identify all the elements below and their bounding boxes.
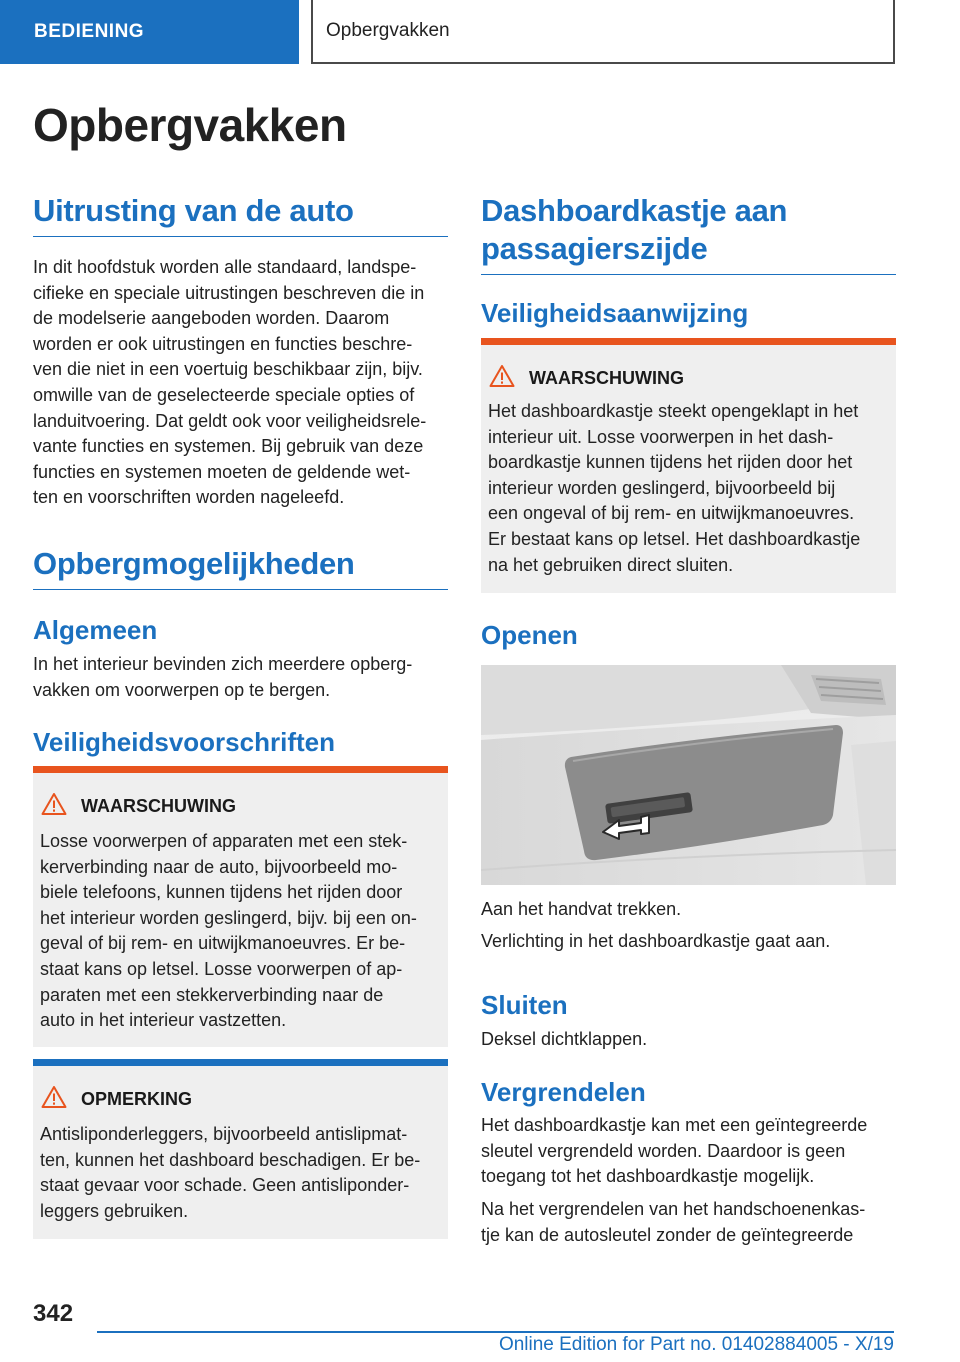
text-line: sleutel vergrendeld worden. Daardoor is geen [481, 1140, 846, 1161]
heading-line: Dashboardkastje aan [481, 193, 788, 228]
text-line: toegang tot het dashboardkastje mogelijk. [481, 1166, 815, 1187]
text-line: Losse voorwerpen of apparaten met een stek- [40, 831, 408, 851]
text-line: het interieur worden geslingerd, bijv. bij een on- [40, 907, 417, 928]
heading-glovebox [481, 192, 896, 275]
lock-text-2 [481, 1197, 896, 1248]
text-line: landuitvoering. Dat geldt ook voor veiligheidsrele- [33, 410, 427, 431]
heading-close: Sluiten [481, 990, 568, 1020]
heading-general: Algemeen [33, 615, 158, 645]
warning-triangle-icon [41, 1085, 67, 1109]
text-line: tje kan de autosleutel zonder de geïntegreerde [481, 1224, 854, 1245]
chapter-tab [311, 0, 895, 64]
text-line: cifieke en speciale uitrustingen beschreven die in [33, 282, 425, 303]
heading-open: Openen [481, 620, 578, 650]
warning-box [33, 766, 448, 1047]
close-text: Deksel dichtklappen. [481, 1029, 648, 1049]
text-line: de modelserie aangeboden worden. Daarom [33, 308, 390, 329]
text-line: functies en systemen moeten de geldende wet- [33, 461, 411, 482]
warning-box [481, 338, 896, 593]
warning-triangle-icon [489, 364, 515, 388]
text-line: na het gebruiken direct sluiten. [488, 554, 734, 575]
general-text [33, 652, 448, 703]
section-label: BEDIENING [34, 21, 145, 42]
text-line: interieur worden geslingerd, bijvoorbeeld bij [488, 477, 836, 498]
warning-triangle-icon [41, 792, 67, 816]
page-title: Opbergvakken [33, 99, 347, 151]
heading-line: passagierszijde [481, 231, 708, 266]
text-line: boardkastje kunnen tijdens het rijden door het [488, 452, 853, 473]
warning-label: WAARSCHUWING [81, 796, 236, 816]
text-line: In dit hoofdstuk worden alle standaard, landspe- [33, 257, 417, 277]
footer-divider [97, 1331, 894, 1333]
text-line: auto in het interieur vastzetten. [40, 1010, 287, 1031]
notice-text [40, 1122, 440, 1224]
text-line: geval of bij rem- en uitwijkmanoeuvres. Er be- [40, 933, 406, 954]
glovebox-photo [481, 665, 896, 885]
warning-text [40, 829, 440, 1034]
text-line: ten en voorschriften worden nageleefd. [33, 487, 345, 508]
text-line: Het dashboardkastje steekt opengeklapt in het [488, 401, 859, 421]
equipment-text [33, 255, 448, 511]
text-line: Antisliponderleggers, bijvoorbeeld antislipmat- [40, 1124, 408, 1144]
text-line: biele telefoons, kunnen tijdens het rijden door [40, 882, 403, 903]
text-line: staat kans op letsel. Losse voorwerpen of ap- [40, 958, 403, 979]
text-line: Het dashboardkastje kan met een geïntegreerde [481, 1115, 868, 1135]
text-line: staat gevaar voor schade. Geen antisliponder- [40, 1175, 410, 1196]
open-step-1: Aan het handvat trekken. [481, 899, 682, 919]
warning-text [488, 399, 888, 578]
notice-box [33, 1059, 448, 1239]
chapter-label: Opbergvakken [326, 20, 450, 41]
section-tab [0, 0, 299, 64]
text-line: In het interieur bevinden zich meerdere opberg- [33, 654, 413, 674]
text-line: Er bestaat kans op letsel. Het dashboardkastje [488, 528, 861, 549]
text-line: paraten met een stekkerverbinding naar de [40, 984, 384, 1005]
text-line: kerverbinding naar de auto, bijvoorbeeld mo- [40, 856, 398, 877]
text-line: ven die niet in een voertuig beschikbaar zijn, bijv. [33, 359, 423, 380]
heading-storage: Opbergmogelijkheden [33, 545, 448, 590]
text-line: vante functies en systemen. Bij gebruik van deze [33, 436, 424, 457]
text-line: Na het vergrendelen van het handschoenenkas- [481, 1199, 866, 1219]
text-line: een ongeval of bij rem- en uitwijkmanoeuvres. [488, 503, 855, 524]
text-line: leggers gebruiken. [40, 1200, 189, 1221]
heading-equipment: Uitrusting van de auto [33, 192, 448, 237]
heading-safety: Veiligheidsvoorschriften [33, 727, 335, 757]
lock-text [481, 1113, 896, 1190]
warning-label: WAARSCHUWING [529, 368, 684, 388]
text-line: interieur uit. Losse voorwerpen in het dash- [488, 426, 834, 447]
glovebox-illustration [481, 665, 896, 885]
text-line: worden er ook uitrustingen en functies beschre- [33, 333, 413, 354]
heading-lock: Vergrendelen [481, 1077, 646, 1107]
footer-edition: Online Edition for Part no. 01402884005 - X/19 [498, 1334, 894, 1355]
text-line: ten, kunnen het dashboard beschadigen. Er be- [40, 1149, 421, 1170]
heading-safety-note: Veiligheidsaanwijzing [481, 298, 749, 328]
text-line: omwille van de geselecteerde speciale opties of [33, 384, 415, 405]
notice-label: OPMERKING [81, 1089, 193, 1109]
text-line: vakken om voorwerpen op te bergen. [33, 679, 331, 700]
page-number: 342 [33, 1300, 74, 1327]
open-step-2: Verlichting in het dashboardkastje gaat aan. [481, 931, 831, 951]
